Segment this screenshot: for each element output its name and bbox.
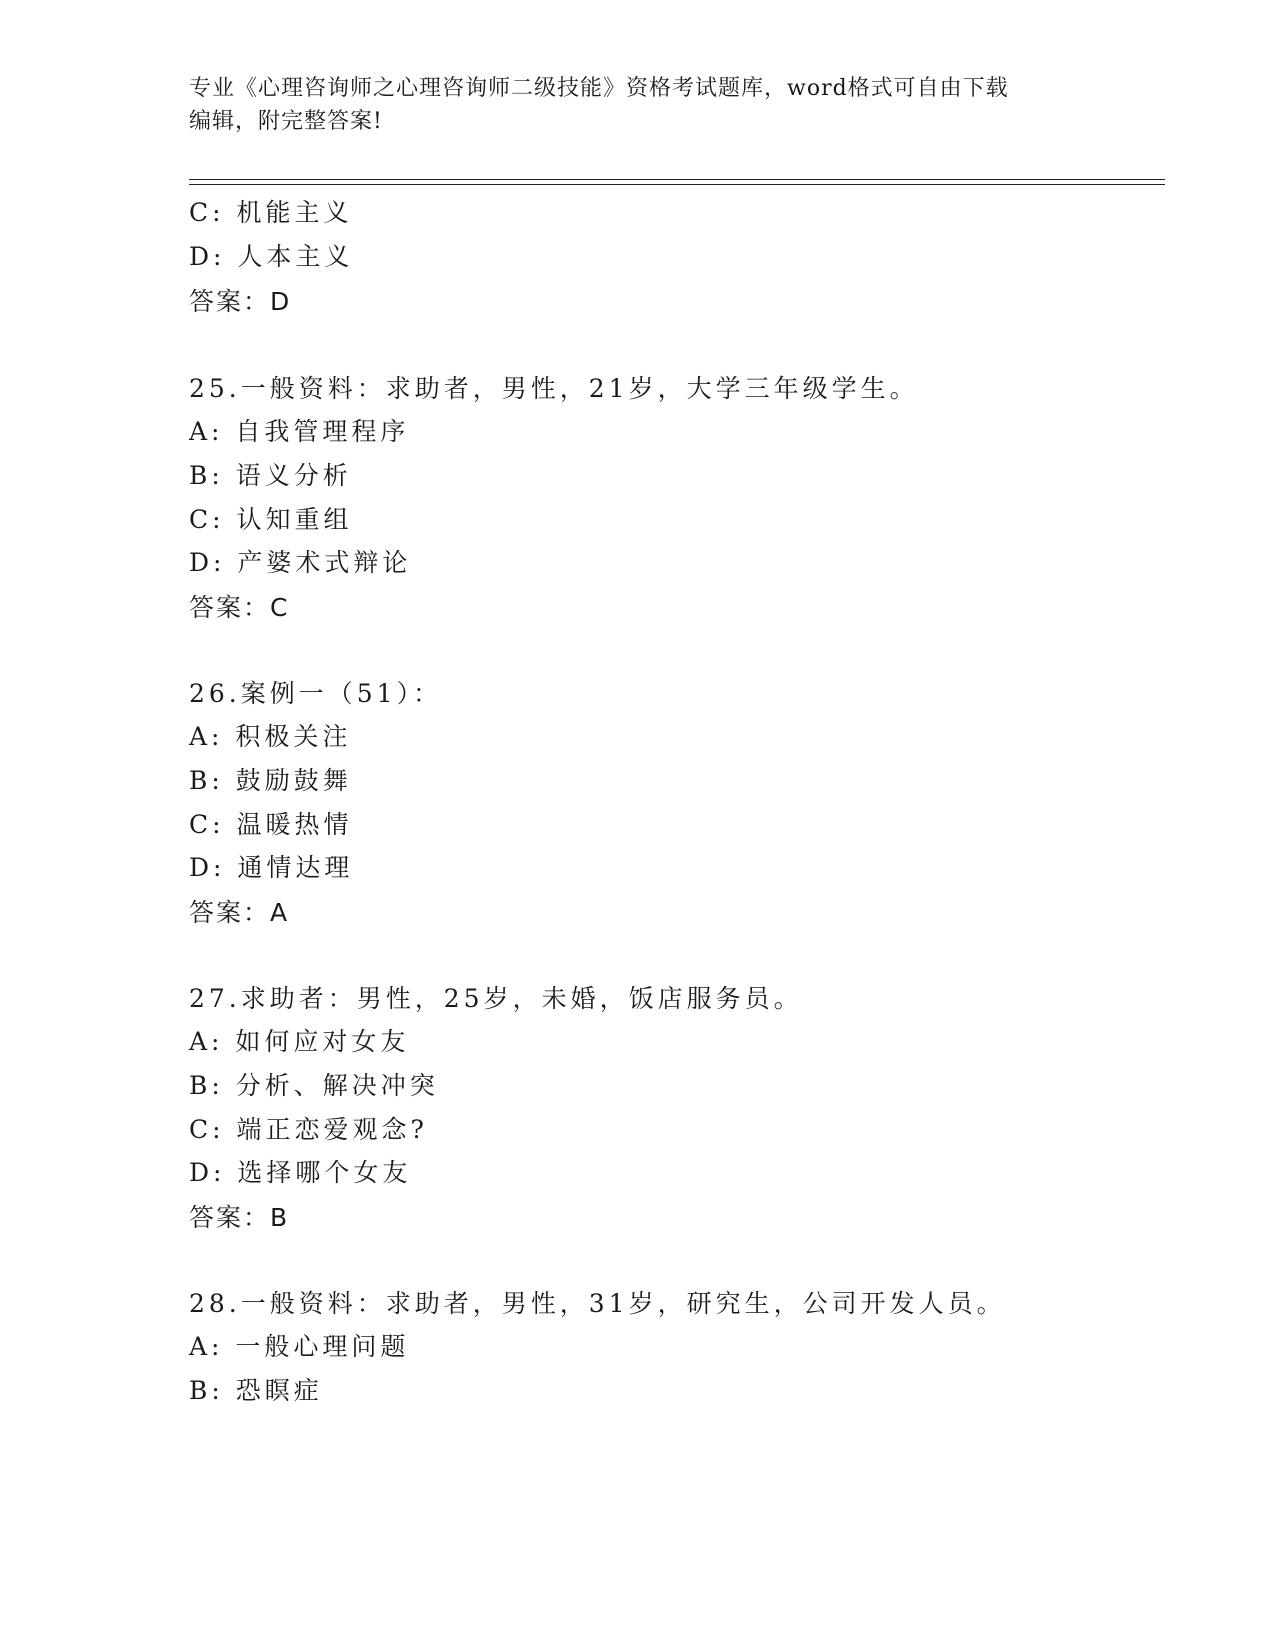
q27-option-c: C: 端正恋爱观念? <box>189 1115 428 1144</box>
q26-option-a: A: 积极关注 <box>189 722 352 751</box>
q26-option-c: C: 温暖热情 <box>189 810 353 839</box>
q28-option-a: A: 一般心理问题 <box>189 1332 410 1361</box>
q24-option-c: C: 机能主义 <box>189 198 353 227</box>
q27-answer: 答案：B <box>189 1203 290 1232</box>
q25-stem: 25.一般资料：求助者，男性，21岁，大学三年级学生。 <box>189 374 919 403</box>
header-line-1: 专业《心理咨询师之心理咨询师二级技能》资格考试题库，word格式可自由下载 <box>189 76 1009 101</box>
q25-option-c: C: 认知重组 <box>189 505 353 534</box>
q26-option-d: D: 通情达理 <box>189 853 354 882</box>
q28-option-b: B: 恐瞑症 <box>189 1376 323 1405</box>
q25-option-a: A: 自我管理程序 <box>189 417 410 446</box>
q25-option-b: B: 语义分析 <box>189 461 352 490</box>
document-header <box>189 72 1089 138</box>
header-divider-top <box>189 179 1165 180</box>
q25-option-d: D: 产婆术式辩论 <box>189 548 412 577</box>
header-line-2: 编辑，附完整答案! <box>189 109 383 134</box>
q27-option-b: B: 分析、解决冲突 <box>189 1071 439 1100</box>
q27-option-d: D: 选择哪个女友 <box>189 1158 412 1187</box>
q26-option-b: B: 鼓励鼓舞 <box>189 766 352 795</box>
q26-answer: 答案：A <box>189 898 290 927</box>
header-divider-bottom <box>189 184 1165 185</box>
q27-stem: 27.求助者：男性，25岁，未婚，饭店服务员。 <box>189 984 803 1013</box>
q24-answer: 答案：D <box>189 287 292 316</box>
q28-stem: 28.一般资料：求助者，男性，31岁，研究生，公司开发人员。 <box>189 1289 1006 1318</box>
q25-answer: 答案：C <box>189 593 290 622</box>
q26-stem: 26.案例一（51）： <box>189 679 443 708</box>
q24-option-d: D: 人本主义 <box>189 242 354 271</box>
q27-option-a: A: 如何应对女友 <box>189 1027 410 1056</box>
